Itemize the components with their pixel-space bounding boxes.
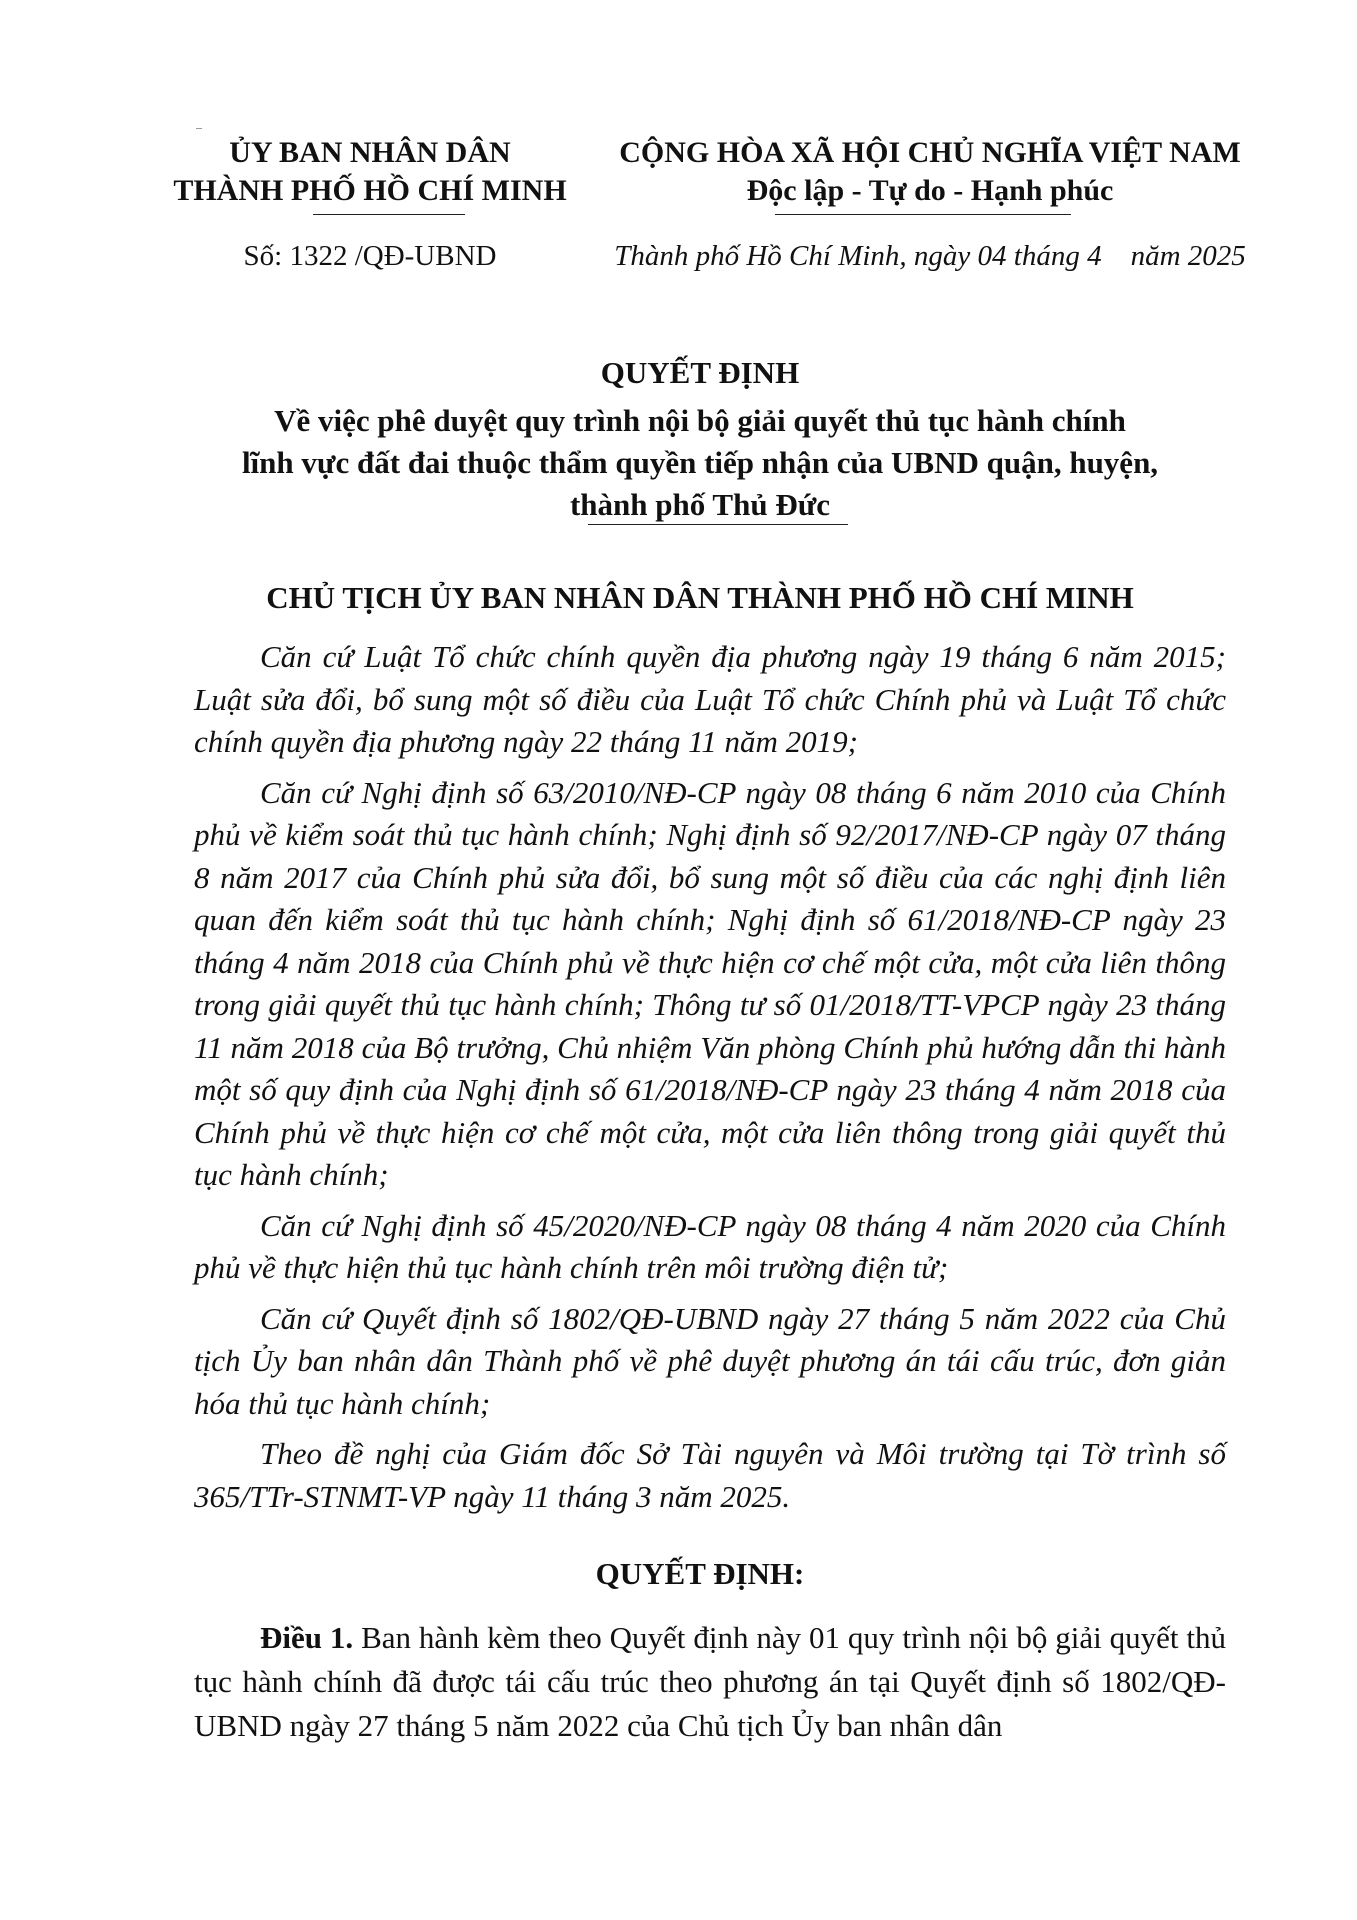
article-1 [194,1616,1226,1748]
subject-line: thành phố Thủ Đức [569,487,831,522]
header-divider-right [775,214,1071,215]
national-motto [600,134,1260,210]
place-and-date: Thành phố Hồ Chí Minh, ngày 04 tháng 4 năm 2025 [614,240,1246,272]
subject-line: lĩnh vực đất đai thuộc thẩm quyền tiếp nhận của UBND quận, huyện, [241,445,1159,480]
document-number: Số: 1322 /QĐ-UBND [243,240,497,272]
legal-basis [194,636,1226,1526]
legal-basis-paragraph: Căn cứ Luật Tổ chức chính quyền địa phương ngày 19 tháng 6 năm 2015; Luật sửa đổi, bổ sung một số điều của Luật Tổ chức Chính phủ và Luật Tổ chức chính quyền địa phương ngày 22 tháng 11 năm 2019; [194,639,1226,759]
article-1-label: Điều 1. [260,1620,354,1655]
issuing-authority-line1: ỦY BAN NHÂN DÂN [229,136,511,169]
national-name: CỘNG HÒA XÃ HỘI CHỦ NGHĨA VIỆT NAM [619,136,1241,169]
issuing-authority [170,134,570,210]
legal-basis-paragraph: Theo đề nghị của Giám đốc Sở Tài nguyên và Môi trường tại Tờ trình số 365/TTr-STNMT-VP ngày 11 tháng 3 năm 2025. [194,1436,1226,1514]
article-1-text: Ban hành kèm theo Quyết định này 01 quy trình nội bộ giải quyết thủ tục hành chính đã được tái cấu trúc theo phương án tại Quyết định số 1802/QĐ-UBND ngày 27 tháng 5 năm 2022 của Chủ tịch Ủy ban nhân dân [194,1620,1227,1743]
decision-heading: QUYẾT ĐỊNH: [595,1556,805,1591]
authority-heading: CHỦ TỊCH ỦY BAN NHÂN DÂN THÀNH PHỐ HỒ CHÍ MINH [266,580,1134,615]
document-subject [150,400,1250,526]
legal-basis-paragraph: Căn cứ Quyết định số 1802/QĐ-UBND ngày 27 tháng 5 năm 2022 của Chủ tịch Ủy ban nhân dân Thành phố về phê duyệt phương án tái cấu trúc, đơn giản hóa thủ tục hành chính; [194,1300,1226,1421]
legal-basis-paragraph: Căn cứ Nghị định số 63/2010/NĐ-CP ngày 08 tháng 6 năm 2010 của Chính phủ về kiểm soát thủ tục hành chính; Nghị định số 92/2017/NĐ-CP ngày 07 tháng 8 năm 2017 của Chính phủ sửa đổi, bổ sung một số điều của các nghị định liên quan đến kiểm soát thủ tục hành chính; Nghị định số 61/2018/NĐ-CP ngày 23 tháng 4 năm 2018 của Chính phủ về thực hiện cơ chế một cửa, một cửa liên thông trong giải quyết thủ tục hành chính; Thông tư số 01/2018/TT-VPCP ngày 23 tháng 11 năm 2018 của Bộ trưởng, Chủ nhiệm Văn phòng Chính phủ hướng dẫn thi hành một số quy định của Nghị định số 61/2018/NĐ-CP ngày 23 tháng 4 năm 2018 của Chính phủ về thực hiện cơ chế một cửa, một cửa liên thông trong giải quyết thủ tục hành chính; [194,774,1226,1192]
subject-line: Về việc phê duyệt quy trình nội bộ giải quyết thủ tục hành chính [274,403,1126,438]
header-divider-left [313,214,465,215]
title-divider [588,524,848,525]
motto: Độc lập - Tự do - Hạnh phúc [746,174,1114,207]
issuing-authority-line2: THÀNH PHỐ HỒ CHÍ MINH [173,174,567,207]
scan-mark [196,128,202,129]
document-type-heading: QUYẾT ĐỊNH [600,355,800,390]
legal-basis-paragraph: Căn cứ Nghị định số 45/2020/NĐ-CP ngày 08 tháng 4 năm 2020 của Chính phủ về thực hiện thủ tục hành chính trên môi trường điện tử; [194,1207,1226,1285]
